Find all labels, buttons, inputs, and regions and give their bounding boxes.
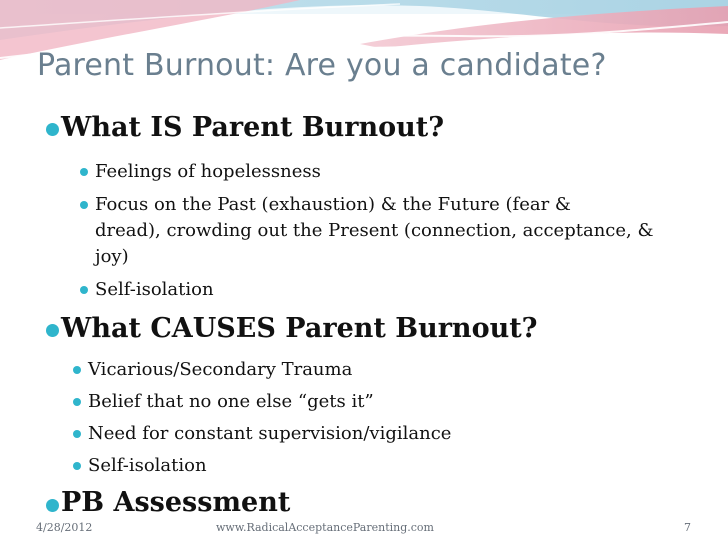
bullet-icon <box>73 398 81 406</box>
list-item-continuation: dread), crowding out the Present (connection, acceptance, & <box>95 220 654 241</box>
list-item: Feelings of hopelessness <box>95 161 321 182</box>
list-item-continuation: joy) <box>95 246 129 267</box>
list-item: Self-isolation <box>88 455 207 476</box>
bullet-icon <box>80 286 88 294</box>
footer-date: 4/28/2012 <box>36 521 93 534</box>
bullet-icon <box>46 123 59 136</box>
bullet-icon <box>73 430 81 438</box>
list-item: Need for constant supervision/vigilance <box>88 423 452 444</box>
bullet-icon <box>73 366 81 374</box>
bullet-icon <box>80 201 88 209</box>
bullet-icon <box>80 168 88 176</box>
list-item: Belief that no one else “gets it” <box>88 391 374 412</box>
bullet-icon <box>46 324 59 337</box>
bullet-icon <box>46 499 59 512</box>
list-item: Vicarious/Secondary Trauma <box>88 359 353 380</box>
footer-page-number: 7 <box>684 521 691 534</box>
section-heading-what-causes: What CAUSES Parent Burnout? <box>61 313 538 344</box>
section-heading-pb-assessment: PB Assessment <box>61 487 291 518</box>
footer-url: www.RadicalAcceptanceParenting.com <box>216 521 434 534</box>
list-item: Self-isolation <box>95 279 214 300</box>
bullet-icon <box>73 462 81 470</box>
section-heading-what-is: What IS Parent Burnout? <box>61 112 445 143</box>
slide-title: Parent Burnout: Are you a candidate? <box>37 48 607 83</box>
list-item: Focus on the Past (exhaustion) & the Future (fear & <box>95 194 571 215</box>
